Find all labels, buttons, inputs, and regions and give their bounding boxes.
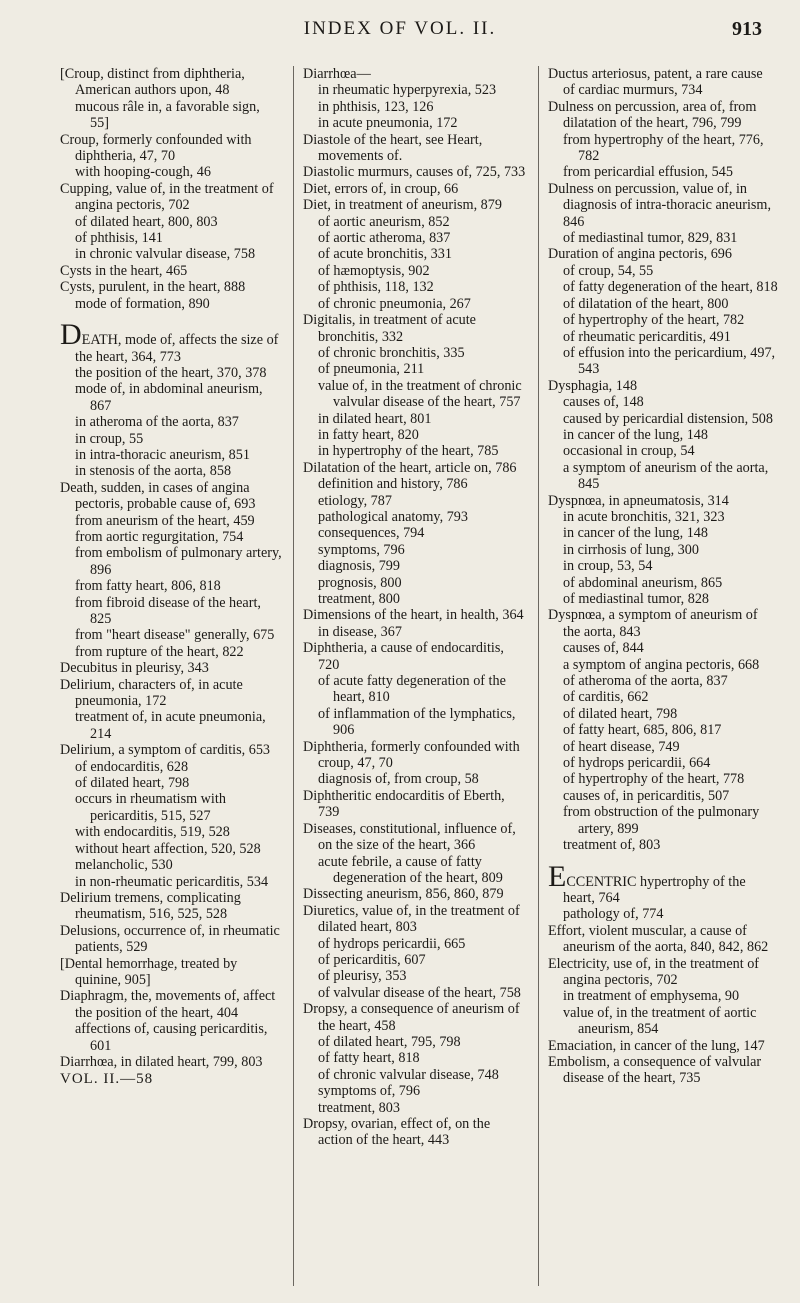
entry-text: of chronic pneumonia, 267 (318, 295, 471, 312)
entry-text: value of, in the treatment of chronic valvular disease of the heart, 757 (318, 377, 522, 411)
index-subentry (303, 1083, 527, 1099)
entry-text: [Croup, distinct from diphtheria, American authors upon, 48 (60, 66, 245, 99)
entry-text: of rheumatic pericarditis, 491 (563, 328, 731, 345)
entry-text: of chronic valvular disease, 748 (318, 1066, 499, 1083)
entry-text: treatment of, 803 (563, 837, 661, 854)
entry-text: in stenosis of the aorta, 858 (75, 463, 232, 480)
entry-text: Decubitus in pleurisy, 343 (60, 660, 209, 677)
index-subentry (303, 591, 527, 607)
index-subentry (303, 936, 527, 952)
entry-text: from aneurism of the heart, 459 (75, 512, 255, 529)
entry-text: causes of, 148 (563, 394, 644, 411)
entry-text: of fatty heart, 818 (318, 1050, 420, 1067)
index-entry (303, 607, 527, 623)
entry-text: in acute bronchitis, 321, 323 (563, 508, 725, 525)
index-entry (303, 886, 527, 902)
index-entry (548, 378, 778, 394)
index-entry (303, 788, 527, 821)
running-title: INDEX OF VOL. II. (303, 18, 497, 39)
entry-text: from obstruction of the pulmonary artery, 899 (563, 804, 760, 837)
entry-text: of hypertrophy of the heart, 778 (563, 771, 745, 788)
index-entry (303, 821, 527, 854)
entry-text: Diphtheria, formerly confounded with croup, 47, 70 (303, 738, 520, 772)
index-entry (548, 859, 778, 907)
index-subentry (303, 706, 527, 739)
index-column-3 (548, 66, 778, 1286)
index-subentry (60, 627, 282, 643)
entry-text: of fatty heart, 685, 806, 817 (563, 722, 722, 739)
index-entry (60, 956, 282, 989)
entry-text: of dilated heart, 798 (75, 775, 190, 792)
entry-text: Croup, formerly confounded with diphtheria, 47, 70 (60, 131, 252, 165)
index-entry (548, 99, 778, 132)
index-subentry (548, 443, 778, 459)
index-subentry (548, 591, 778, 607)
entry-text: [Dental hemorrhage, treated by quinine, 905] (60, 955, 238, 988)
entry-text: Dulness on percussion, area of, from dilatation of the heart, 796, 799 (548, 98, 757, 132)
entry-text: Diseases, constitutional, influence of, on the size of the heart, 366 (303, 820, 516, 854)
index-entry (548, 493, 778, 509)
entry-text: CCENTRIC hypertrophy of the heart, 764 (563, 873, 746, 906)
index-entry (60, 263, 282, 279)
index-subentry (60, 545, 282, 578)
drop-cap-letter: E (548, 859, 567, 893)
index-subentry (303, 624, 527, 640)
entry-text: of atheroma of the aorta, 837 (563, 673, 728, 690)
entry-text: of dilated heart, 800, 803 (75, 213, 218, 230)
entry-text: from hypertrophy of the heart, 776, 782 (563, 131, 764, 165)
index-subentry (548, 906, 778, 922)
index-subentry (60, 513, 282, 529)
index-subentry (60, 214, 282, 230)
index-subentry (548, 329, 778, 345)
index-subentry (548, 345, 778, 378)
index-entry (303, 1116, 527, 1149)
entry-text: Delirium tremens, complicating rheumatism, 516, 525, 528 (60, 889, 241, 923)
index-subentry (60, 1021, 282, 1054)
index-entry (303, 132, 527, 165)
index-subentry (548, 263, 778, 279)
index-subentry (303, 263, 527, 279)
index-entry (548, 1054, 778, 1087)
entry-text: of heart disease, 749 (563, 738, 680, 755)
entry-text: of acute bronchitis, 331 (318, 246, 452, 263)
index-entry (60, 677, 282, 710)
entry-text: from aortic regurgitation, 754 (75, 528, 244, 545)
index-subentry (303, 558, 527, 574)
entry-text: Cysts in the heart, 465 (60, 262, 188, 279)
entry-text: of dilated heart, 798 (563, 705, 678, 722)
index-subentry (548, 279, 778, 295)
entry-text: Dilatation of the heart, article on, 786 (303, 459, 517, 476)
index-subentry (548, 230, 778, 246)
entry-text: treatment of, in acute pneumonia, 214 (75, 709, 266, 742)
entry-text: the position of the heart, 370, 378 (75, 364, 267, 381)
index-subentry (60, 857, 282, 873)
entry-text: Dimensions of the heart, in health, 364 (303, 607, 524, 624)
index-entry (548, 66, 778, 99)
entry-text: pathological anatomy, 793 (318, 508, 468, 525)
index-subentry (60, 381, 282, 414)
entry-text: mode of, in abdominal aneurism, 867 (75, 381, 263, 414)
index-subentry (303, 230, 527, 246)
entry-text: etiology, 787 (318, 492, 392, 509)
index-subentry (60, 775, 282, 791)
index-subentry (60, 164, 282, 180)
entry-text: of aortic aneurism, 852 (318, 213, 450, 230)
index-entry (548, 923, 778, 956)
entry-text: Dysphagia, 148 (548, 377, 638, 394)
page-number: 913 (732, 18, 762, 40)
index-subentry (548, 427, 778, 443)
entry-text: Cupping, value of, in the treatment of angina pectoris, 702 (60, 180, 274, 214)
entry-text: Dropsy, a consequence of aneurism of the heart, 458 (303, 1001, 520, 1034)
index-subentry (303, 1050, 527, 1066)
entry-text: in chronic valvular disease, 758 (75, 246, 256, 263)
entry-text: in acute pneumonia, 172 (318, 115, 458, 132)
entry-text: from fatty heart, 806, 818 (75, 578, 221, 595)
index-subentry (548, 673, 778, 689)
entry-text: Diaphragm, the, movements of, affect the position of the heart, 404 (60, 988, 276, 1021)
column-divider (293, 66, 294, 1286)
entry-text: Diphtheria, a cause of endocarditis, 720 (303, 640, 504, 673)
entry-text: of croup, 54, 55 (563, 262, 654, 279)
entry-text: of phthisis, 118, 132 (318, 279, 434, 296)
entry-text: of endocarditis, 628 (75, 758, 189, 775)
index-subentry (303, 378, 527, 411)
index-subentry (60, 595, 282, 628)
index-entry (60, 132, 282, 165)
entry-text: in cancer of the lung, 148 (563, 525, 708, 542)
entry-text: from pericardial effusion, 545 (563, 164, 733, 181)
index-subentry (303, 854, 527, 887)
entry-text: of acute fatty degeneration of the heart, 810 (318, 673, 506, 706)
index-subentry (303, 476, 527, 492)
column-divider (538, 66, 539, 1286)
index-entry (60, 279, 282, 295)
index-entry (60, 988, 282, 1021)
entry-text: definition and history, 786 (318, 476, 468, 493)
entry-text: Diarrhœa— (303, 66, 371, 82)
entry-text: Duration of angina pectoris, 696 (548, 246, 732, 263)
entry-text: with hooping-cough, 46 (75, 164, 211, 181)
index-entry (548, 956, 778, 989)
index-subentry (548, 575, 778, 591)
index-entry (303, 460, 527, 476)
entry-text: Digitalis, in treatment of acute bronchitis, 332 (303, 312, 476, 345)
entry-text: of carditis, 662 (563, 689, 649, 706)
entry-text: Delirium, a symptom of carditis, 653 (60, 742, 271, 759)
index-subentry (548, 657, 778, 673)
entry-text: value of, in the treatment of aortic aneurism, 854 (563, 1004, 757, 1038)
entry-text: of fatty degeneration of the heart, 818 (563, 279, 778, 296)
index-entry (60, 890, 282, 923)
index-entry (303, 66, 527, 82)
entry-text: with endocarditis, 519, 528 (75, 824, 230, 841)
index-subentry (60, 759, 282, 775)
entry-text: of chronic bronchitis, 335 (318, 344, 465, 361)
index-subentry (303, 82, 527, 98)
index-subentry (548, 164, 778, 180)
entry-text: Diastole of the heart, see Heart, movements of. (303, 131, 483, 165)
index-entry (60, 660, 282, 676)
entry-text: Dyspnœa, a symptom of aneurism of the aorta, 843 (548, 607, 758, 640)
entry-text: in croup, 53, 54 (563, 558, 653, 575)
index-entry (60, 923, 282, 956)
entry-text: affections of, causing pericarditis, 601 (75, 1021, 268, 1054)
index-entry (303, 640, 527, 673)
entry-text: Diarrhœa, in dilated heart, 799, 803 (60, 1053, 263, 1070)
entry-text: in croup, 55 (75, 430, 144, 447)
index-entry (548, 607, 778, 640)
index-subentry (303, 115, 527, 131)
index-subentry (548, 722, 778, 738)
entry-text: diagnosis of, from croup, 58 (318, 771, 479, 788)
index-subentry (60, 365, 282, 381)
index-subentry (548, 411, 778, 427)
entry-text: of hydrops pericardii, 665 (318, 935, 466, 952)
entry-text: Electricity, use of, in the treatment of angina pectoris, 702 (548, 955, 760, 988)
entry-text: causes of, in pericarditis, 507 (563, 787, 730, 804)
index-entry (60, 318, 282, 365)
index-subentry (548, 1005, 778, 1038)
index-subentry (60, 463, 282, 479)
index-entry (60, 1054, 282, 1070)
index-subentry (303, 673, 527, 706)
entry-text: of pericarditis, 607 (318, 951, 426, 968)
index-subentry (548, 837, 778, 853)
entry-text: from rupture of the heart, 822 (75, 643, 244, 660)
entry-text: in treatment of emphysema, 90 (563, 988, 740, 1005)
index-subentry (60, 230, 282, 246)
entry-text: Dropsy, ovarian, effect of, on the action of the heart, 443 (303, 1116, 491, 1149)
index-subentry (60, 874, 282, 890)
entry-text: Emaciation, in cancer of the lung, 147 (548, 1037, 765, 1054)
index-column-2 (303, 66, 527, 1286)
volume-signature: VOL. II.—58 (60, 1071, 154, 1088)
index-subentry (548, 558, 778, 574)
index-subentry (548, 509, 778, 525)
index-subentry (60, 414, 282, 430)
index-entry (60, 742, 282, 758)
entry-text: Diphtheritic endocarditis of Eberth, 739 (303, 787, 505, 821)
entry-text: in dilated heart, 801 (318, 410, 432, 427)
index-subentry (60, 296, 282, 312)
index-subentry (60, 431, 282, 447)
index-entry (548, 246, 778, 262)
index-subentry (303, 542, 527, 558)
entry-text: in cirrhosis of lung, 300 (563, 541, 699, 558)
entry-text: of valvular disease of the heart, 758 (318, 984, 521, 1001)
index-subentry (303, 443, 527, 459)
index-subentry (548, 640, 778, 656)
entry-text: of hypertrophy of the heart, 782 (563, 312, 745, 329)
index-subentry (303, 214, 527, 230)
index-entry (60, 66, 282, 99)
entry-text: occasional in croup, 54 (563, 443, 695, 460)
entry-text: from embolism of pulmonary artery, 896 (75, 545, 282, 578)
entry-text: Death, sudden, in cases of angina pectoris, probable cause of, 693 (60, 479, 256, 513)
index-subentry (60, 99, 282, 132)
index-subentry (548, 804, 778, 837)
entry-text: treatment, 803 (318, 1099, 400, 1116)
index-entry (303, 903, 527, 936)
index-subentry (303, 493, 527, 509)
entry-text: Dissecting aneurism, 856, 860, 879 (303, 886, 504, 903)
index-subentry (60, 246, 282, 262)
entry-text: Diet, in treatment of aneurism, 879 (303, 197, 502, 214)
index-subentry (548, 460, 778, 493)
entry-text: causes of, 844 (563, 640, 644, 657)
index-subentry (303, 509, 527, 525)
index-entry (303, 739, 527, 772)
entry-text: of inflammation of the lymphatics, 906 (318, 705, 516, 739)
entry-text: of dilatation of the heart, 800 (563, 295, 729, 312)
entry-text: of pleurisy, 353 (318, 968, 407, 985)
index-entry (303, 1001, 527, 1034)
entry-text: Delusions, occurrence of, in rheumatic patients, 529 (60, 922, 280, 956)
index-subentry (303, 952, 527, 968)
entry-text: diagnosis, 799 (318, 558, 400, 575)
entry-text: of phthisis, 141 (75, 230, 163, 247)
entry-text: without heart affection, 520, 528 (75, 840, 261, 857)
entry-text: in phthisis, 123, 126 (318, 98, 434, 115)
index-entry (303, 181, 527, 197)
entry-text: Dulness on percussion, value of, in diagnosis of intra-thoracic aneurism, 846 (548, 180, 772, 230)
drop-cap-letter: D (60, 318, 82, 352)
index-subentry (60, 709, 282, 742)
index-subentry (548, 988, 778, 1004)
entry-text: symptoms of, 796 (318, 1083, 421, 1100)
index-subentry (548, 739, 778, 755)
entry-text: Ductus arteriosus, patent, a rare cause of cardiac murmurs, 734 (548, 66, 763, 99)
index-subentry (60, 578, 282, 594)
index-subentry (548, 771, 778, 787)
index-entry (303, 164, 527, 180)
entry-text: Diuretics, value of, in the treatment of dilated heart, 803 (303, 902, 520, 936)
entry-text: Diet, errors of, in croup, 66 (303, 180, 459, 197)
entry-text: treatment, 800 (318, 591, 400, 607)
entry-text: in rheumatic hyperpyrexia, 523 (318, 82, 497, 99)
entry-text: of mediastinal tumor, 829, 831 (563, 230, 738, 247)
entry-text: from fibroid disease of the heart, 825 (75, 594, 261, 627)
index-entry (548, 181, 778, 230)
index-subentry (303, 279, 527, 295)
index-entry (548, 1038, 778, 1054)
page-header (0, 18, 800, 42)
index-columns (60, 66, 778, 1286)
index-subentry (303, 99, 527, 115)
entry-text: melancholic, 530 (75, 857, 173, 874)
index-subentry (548, 542, 778, 558)
entry-text: pathology of, 774 (563, 906, 664, 923)
index-subentry (60, 824, 282, 840)
entry-text: Diastolic murmurs, causes of, 725, 733 (303, 164, 526, 181)
index-subentry (303, 771, 527, 787)
entry-text: Effort, violent muscular, a cause of aneurism of the aorta, 840, 842, 862 (548, 922, 769, 956)
entry-text: of dilated heart, 795, 798 (318, 1033, 461, 1050)
index-subentry (60, 447, 282, 463)
index-subentry (303, 246, 527, 262)
index-subentry (303, 345, 527, 361)
index-subentry (303, 361, 527, 377)
index-subentry (303, 427, 527, 443)
index-subentry (548, 706, 778, 722)
entry-text: Dyspnœa, in apneumatosis, 314 (548, 492, 729, 509)
entry-text: of aortic atheroma, 837 (318, 230, 451, 247)
index-subentry (303, 1034, 527, 1050)
entry-text: Delirium, characters of, in acute pneumonia, 172 (60, 676, 243, 710)
index-entry (303, 197, 527, 213)
entry-text: mucous râle in, a favorable sign, 55] (75, 98, 260, 132)
entry-text: acute febrile, a cause of fatty degeneration of the heart, 809 (318, 853, 503, 886)
entry-text: of pneumonia, 211 (318, 361, 425, 378)
entry-text: of effusion into the pericardium, 497, 543 (563, 344, 776, 378)
entry-text: of hæmoptysis, 902 (318, 262, 430, 279)
entry-text: of mediastinal tumor, 828 (563, 591, 710, 607)
entry-text: Cysts, purulent, in the heart, 888 (60, 279, 246, 296)
index-subentry (60, 529, 282, 545)
entry-text: Embolism, a consequence of valvular disease of the heart, 735 (548, 1053, 762, 1087)
entry-text: in cancer of the lung, 148 (563, 426, 708, 443)
index-subentry (548, 296, 778, 312)
index-subentry (303, 968, 527, 984)
index-subentry (548, 788, 778, 804)
index-subentry (303, 1100, 527, 1116)
entry-text: consequences, 794 (318, 525, 425, 542)
index-subentry (303, 296, 527, 312)
index-subentry (303, 575, 527, 591)
index-subentry (548, 132, 778, 165)
index-subentry (303, 411, 527, 427)
entry-text: prognosis, 800 (318, 574, 402, 591)
index-subentry (548, 755, 778, 771)
index-subentry (303, 1067, 527, 1083)
entry-text: in disease, 367 (318, 623, 402, 640)
index-subentry (60, 791, 282, 824)
index-subentry (60, 644, 282, 660)
entry-text: caused by pericardial distension, 508 (563, 410, 773, 427)
entry-text: symptoms, 796 (318, 541, 405, 558)
entry-text: a symptom of angina pectoris, 668 (563, 656, 760, 673)
entry-text: of hydrops pericardii, 664 (563, 755, 711, 772)
index-subentry (548, 525, 778, 541)
index-subentry (548, 312, 778, 328)
entry-text: in fatty heart, 820 (318, 426, 419, 443)
index-entry (60, 181, 282, 214)
entry-text: a symptom of aneurism of the aorta, 845 (563, 459, 769, 493)
entry-text: of abdominal aneurism, 865 (563, 574, 723, 591)
entry-text: in intra-thoracic aneurism, 851 (75, 446, 250, 463)
entry-text: in hypertrophy of the heart, 785 (318, 443, 499, 460)
entry-text: mode of formation, 890 (75, 295, 210, 312)
entry-text: EATH, mode of, affects the size of the heart, 364, 773 (75, 332, 279, 365)
entry-text: in non-rheumatic pericarditis, 534 (75, 873, 269, 890)
index-entry (60, 480, 282, 513)
index-column-1 (60, 66, 282, 1286)
entry-text: in atheroma of the aorta, 837 (75, 414, 239, 431)
index-subentry (60, 841, 282, 857)
index-subentry (548, 394, 778, 410)
index-entry (303, 312, 527, 345)
index-subentry (303, 985, 527, 1001)
index-subentry (548, 689, 778, 705)
index-subentry (303, 525, 527, 541)
entry-text: from "heart disease" generally, 675 (75, 627, 275, 644)
entry-text: occurs in rheumatism with pericarditis, 515, 527 (75, 791, 226, 824)
